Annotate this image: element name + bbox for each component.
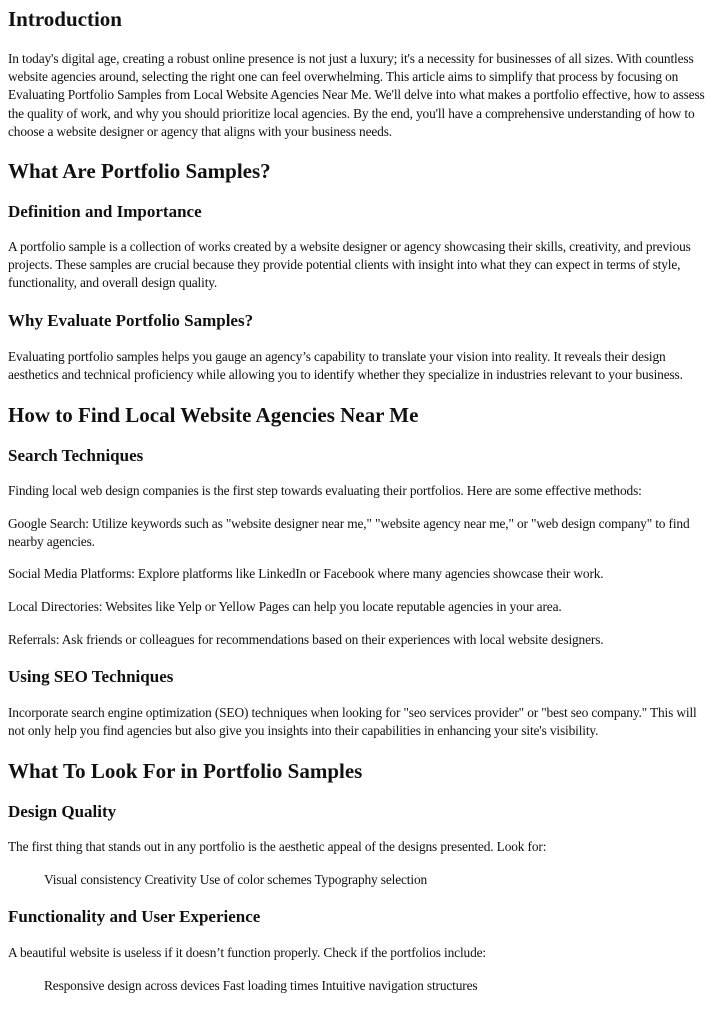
heading-find-agencies: How to Find Local Website Agencies Near Me — [8, 403, 419, 427]
heading-seo-techniques: Using SEO Techniques — [8, 667, 174, 686]
paragraph-design-quality: The first thing that stands out in any portfolio is the aesthetic appeal of the designs presented. Look for: — [8, 839, 547, 854]
paragraph-google-search: Google Search: Utilize keywords such as "website designer near me," "website agency near me," or "web design company" to find nearby agencies. — [8, 516, 690, 550]
heading-portfolio-samples: What Are Portfolio Samples? — [8, 159, 271, 183]
heading-introduction: Introduction — [8, 7, 122, 31]
paragraph-local-directories: Local Directories: Websites like Yelp or Yellow Pages can help you locate reputable agencies in your area. — [8, 599, 562, 614]
paragraph-social-media: Social Media Platforms: Explore platforms like LinkedIn or Facebook where many agencies showcase their work. — [8, 566, 604, 581]
paragraph-definition: A portfolio sample is a collection of works created by a website designer or agency showcasing their skills, creativity, and previous projects. These samples are crucial because they provide potential clients with insight into what they can expect in terms of style, functionality, and overall design quality. — [8, 239, 691, 291]
paragraph-search-intro: Finding local web design companies is the first step towards evaluating their portfolios. Here are some effective methods: — [8, 483, 642, 498]
heading-search-techniques: Search Techniques — [8, 446, 144, 465]
paragraph-functionality: A beautiful website is useless if it doesn’t function properly. Check if the portfolios include: — [8, 945, 486, 960]
heading-why-evaluate: Why Evaluate Portfolio Samples? — [8, 311, 254, 330]
list-design-quality: Visual consistency Creativity Use of color schemes Typography selection — [44, 872, 428, 887]
paragraph-referrals: Referrals: Ask friends or colleagues for recommendations based on their experiences with local website designers. — [8, 632, 604, 647]
paragraph-introduction: In today's digital age, creating a robust online presence is not just a luxury; it's a necessity for businesses of all sizes. With countless website agencies around, selecting the right one can feel overwhelming. This article aims to simplify that process by focusing on Evaluating Portfolio Samples from Local Website Agencies Near Me. We'll delve into what makes a portfolio effective, how to assess the quality of work, and why you should prioritize local agencies. By the end, you'll have a comprehensive understanding of how to choose a website designer or agency that aligns with your business needs. — [8, 51, 705, 139]
heading-design-quality: Design Quality — [8, 802, 117, 821]
heading-functionality: Functionality and User Experience — [8, 907, 261, 926]
paragraph-why-evaluate: Evaluating portfolio samples helps you gauge an agency’s capability to translate your vision into reality. It reveals their design aesthetics and technical proficiency while allowing you to identify whether they specialize in industries relevant to your business. — [8, 349, 683, 383]
heading-definition: Definition and Importance — [8, 202, 202, 221]
paragraph-seo: Incorporate search engine optimization (SEO) techniques when looking for "seo services provider" or "best seo company." This will not only help you find agencies but also give you insights into their capabilities in enhancing your site's visibility. — [8, 705, 697, 739]
list-functionality: Responsive design across devices Fast loading times Intuitive navigation structures — [44, 978, 478, 993]
heading-what-to-look-for: What To Look For in Portfolio Samples — [8, 759, 363, 783]
